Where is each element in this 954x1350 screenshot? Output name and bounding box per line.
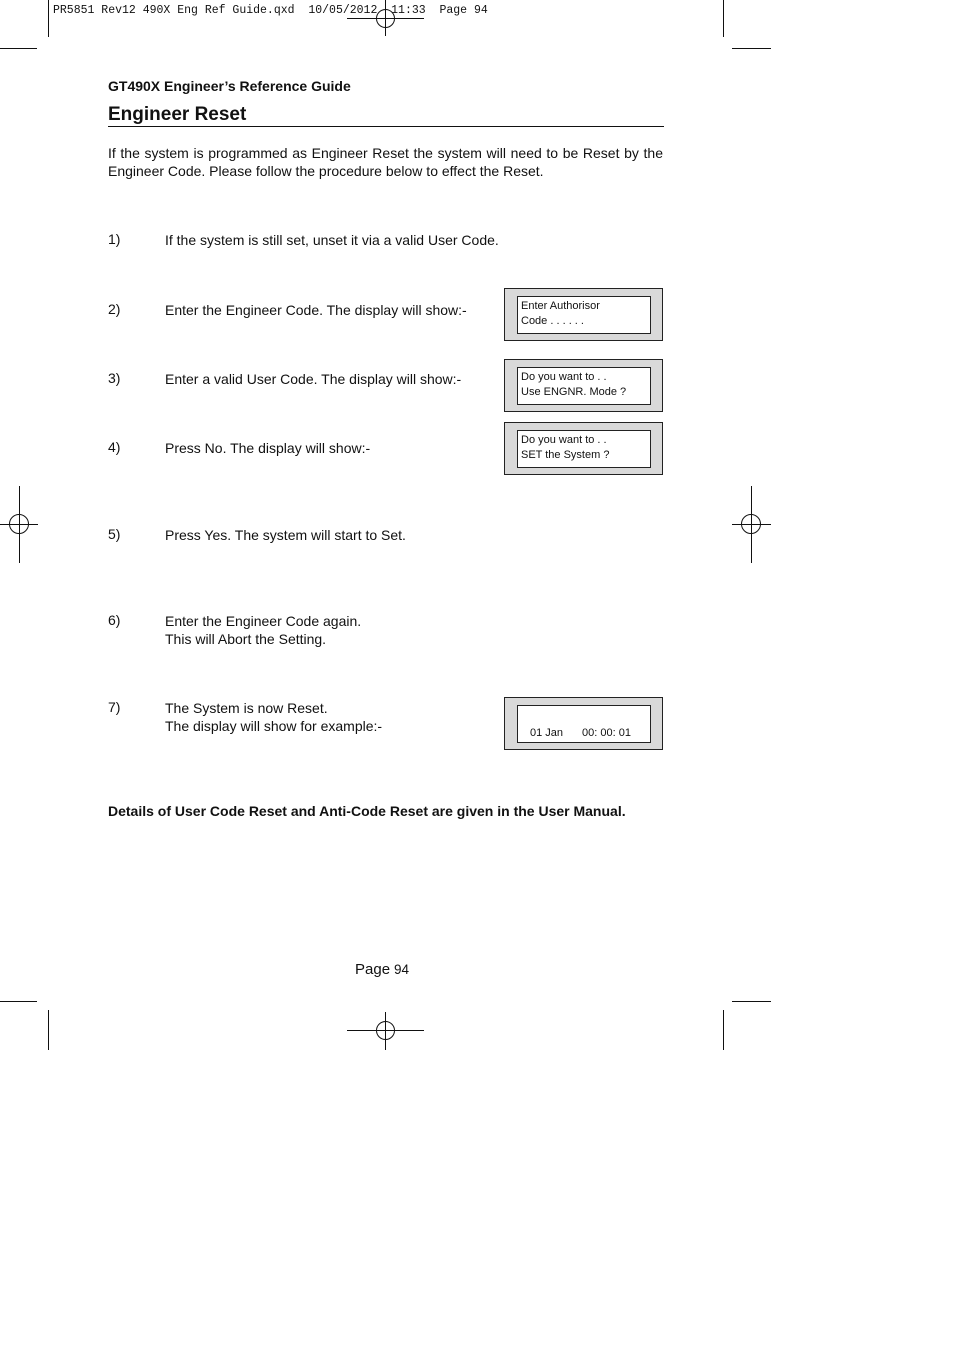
display-line-2: Code . . . . . . — [521, 315, 584, 327]
step-text: Enter a valid User Code. The display will show:- — [165, 371, 462, 387]
printer-slug: PR5851 Rev12 490X Eng Ref Guide.qxd 10/05/2012 11:33 Page 94 — [53, 4, 488, 17]
footer-note: Details of User Code Reset and Anti-Code Reset are given in the User Manual. — [108, 803, 626, 819]
title-rule — [108, 126, 664, 127]
step-number: 3) — [108, 370, 121, 386]
display-line-1: Enter Authorisor — [521, 300, 600, 312]
step-text — [165, 612, 361, 648]
step-text-line-2: The display will show for example:- — [165, 718, 383, 734]
step-number: 6) — [108, 612, 121, 628]
display-screen — [517, 296, 651, 334]
step-number: 1) — [108, 231, 121, 247]
page-number-value: 94 — [394, 962, 410, 977]
section-title: Engineer Reset — [108, 104, 247, 125]
display-date: 01 Jan — [530, 727, 564, 739]
display-line-2: SET the System ? — [521, 449, 610, 461]
step-number: 4) — [108, 439, 121, 455]
display-screen — [517, 705, 651, 743]
step-text: Press No. The display will show:- — [165, 440, 371, 456]
step-text-line-1: Enter the Engineer Code again. — [165, 613, 362, 629]
guide-title: GT490X Engineer’s Reference Guide — [108, 78, 351, 94]
intro-paragraph: If the system is programmed as Engineer Reset the system will need to be Reset by the Engineer Code. Please follow the procedure below to effect the Reset. — [108, 145, 663, 179]
keypad-display-clock — [504, 697, 663, 750]
step-text — [165, 699, 382, 735]
step-text-line-1: The System is now Reset. — [165, 700, 328, 716]
step-number: 5) — [108, 526, 121, 542]
step-text: If the system is still set, unset it via a valid User Code. — [165, 232, 499, 248]
page-number — [355, 961, 409, 978]
display-screen — [517, 430, 651, 468]
step-text: Press Yes. The system will start to Set. — [165, 527, 406, 543]
step-number: 7) — [108, 699, 121, 715]
keypad-display-authorisor — [504, 288, 663, 341]
step-text-line-2: This will Abort the Setting. — [165, 631, 327, 647]
display-line-2: Use ENGNR. Mode ? — [521, 386, 627, 398]
display-time: 00: 00: 01 — [582, 727, 631, 739]
display-line-1: Do you want to . . — [521, 434, 607, 446]
page-label: Page — [355, 961, 391, 978]
display-line-1: Do you want to . . — [521, 371, 607, 383]
keypad-display-engineer-mode — [504, 359, 663, 412]
step-number: 2) — [108, 301, 121, 317]
keypad-display-set-system — [504, 422, 663, 475]
step-text: Enter the Engineer Code. The display will show:- — [165, 302, 467, 318]
display-screen — [517, 367, 651, 405]
